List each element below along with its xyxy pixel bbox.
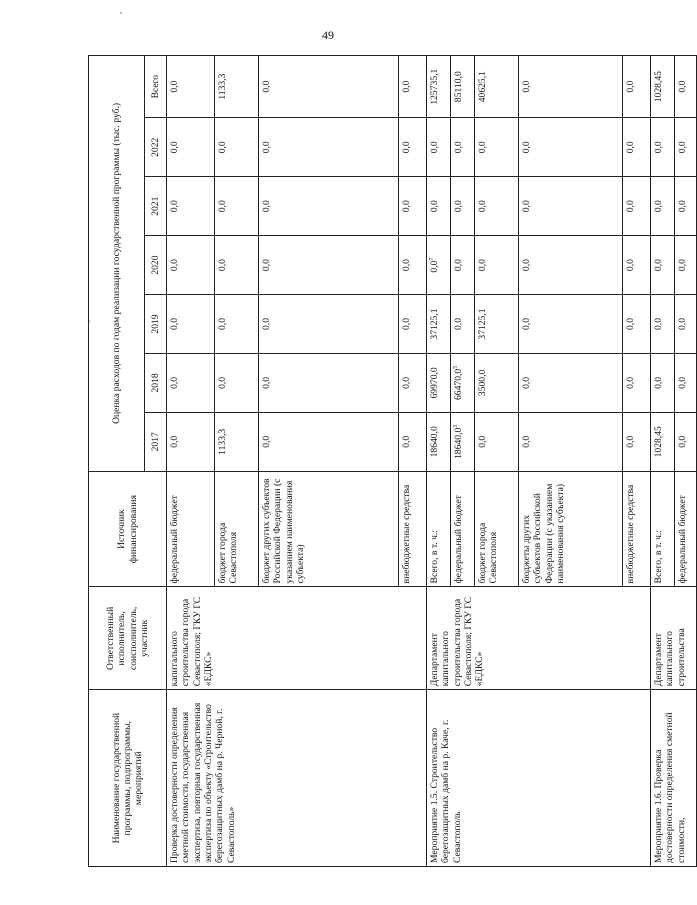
amount-cell <box>651 118 675 177</box>
amount-value: 0,0 <box>625 259 636 272</box>
amount-value: 0,0 <box>453 259 464 272</box>
amount-cell <box>451 295 475 354</box>
activity-name: Мероприятие 1.5. Строительство берегозащитных дамб на р. Каче, г. Севастополь <box>427 690 651 867</box>
amount-cell <box>675 412 697 471</box>
amount-cell <box>451 177 475 236</box>
funding-source: бюджет города Севастополя <box>475 471 519 587</box>
amount-value: 0,0 <box>429 200 440 213</box>
amount-value: 0,0 <box>217 317 228 330</box>
amount-cell <box>167 412 215 471</box>
amount-cell <box>167 236 215 295</box>
amount-cell <box>623 236 651 295</box>
amount-cell <box>427 295 451 354</box>
amount-value: 0,0 <box>261 80 272 93</box>
amount-cell <box>215 353 259 412</box>
amount-cell <box>519 177 623 236</box>
header-year: 2021 <box>145 177 167 236</box>
amount-cell <box>519 412 623 471</box>
amount-value: 0,0 <box>521 259 532 272</box>
amount-cell <box>451 118 475 177</box>
amount-cell <box>519 236 623 295</box>
amount-value: 0,0 <box>261 435 272 448</box>
amount-value: 0,0 <box>401 200 412 213</box>
amount-cell <box>215 236 259 295</box>
amount-value: 0,0 <box>625 317 636 330</box>
amount-value: 0,0 <box>625 376 636 389</box>
amount-value: 0,0 <box>625 80 636 93</box>
amount-value: 1133,3 <box>217 73 228 100</box>
amount-value: 66470,0 <box>453 368 464 400</box>
financing-table <box>88 55 697 867</box>
funding-source: Всего, в т. ч.: <box>427 471 451 587</box>
amount-cell <box>623 412 651 471</box>
amount-cell <box>167 177 215 236</box>
amount-cell <box>259 295 399 354</box>
amount-cell <box>427 236 451 295</box>
amount-value: 40625,1 <box>477 71 488 103</box>
amount-cell <box>623 56 651 118</box>
amount-value: 0,0 <box>677 259 688 272</box>
amount-value: 0,0 <box>401 317 412 330</box>
amount-value: 0,0 <box>521 200 532 213</box>
funding-source: бюджет города Севастополя <box>215 471 259 587</box>
amount-cell <box>475 118 519 177</box>
amount-value: 0,0 <box>653 317 664 330</box>
amount-value: 0,0 <box>169 435 180 448</box>
amount-value: 1133,3 <box>217 428 228 455</box>
rotated-table-wrapper <box>88 55 688 867</box>
amount-value: 0,0 <box>169 317 180 330</box>
amount-cell <box>167 295 215 354</box>
amount-value: 0,0 <box>169 259 180 272</box>
amount-cell <box>651 353 675 412</box>
amount-cell <box>475 236 519 295</box>
amount-value: 0,0 <box>677 80 688 93</box>
amount-cell <box>259 177 399 236</box>
amount-value: 0,0 <box>261 259 272 272</box>
amount-value: 0,0 <box>521 376 532 389</box>
funding-source: федеральный бюджет <box>675 471 697 587</box>
amount-value: 0,0 <box>477 435 488 448</box>
amount-value: 0,0 <box>453 141 464 154</box>
amount-cell <box>623 177 651 236</box>
footnote-marker: 7 <box>428 257 435 261</box>
header-year: 2022 <box>145 118 167 177</box>
amount-value: 37125,1 <box>477 308 488 340</box>
amount-cell <box>167 353 215 412</box>
amount-cell <box>675 353 697 412</box>
amount-cell <box>215 56 259 118</box>
funding-source: федеральный бюджет <box>451 471 475 587</box>
amount-cell <box>519 118 623 177</box>
amount-value: 0,0 <box>169 200 180 213</box>
amount-value: 0,0 <box>261 317 272 330</box>
amount-cell <box>651 412 675 471</box>
amount-cell <box>519 295 623 354</box>
amount-value: 0,0 <box>261 200 272 213</box>
funding-source: федеральный бюджет <box>167 471 215 587</box>
amount-value: 69970,0 <box>429 367 440 399</box>
amount-cell <box>475 177 519 236</box>
amount-value: 0,0 <box>429 141 440 154</box>
amount-value: 0,0 <box>169 141 180 154</box>
funding-source: внебюджетные средства <box>399 471 427 587</box>
header-name: Наименование государственной программы, подпрограммы, мероприятий <box>89 690 167 867</box>
scan-mark <box>120 12 122 14</box>
activity-name: Мероприятие 1.6. Проверка достоверности определения сметной стоимости, <box>651 690 697 867</box>
amount-value: 0,0 <box>653 141 664 154</box>
amount-cell <box>675 118 697 177</box>
amount-cell <box>675 295 697 354</box>
amount-cell <box>475 412 519 471</box>
amount-value: 0,0 <box>401 141 412 154</box>
amount-cell <box>167 56 215 118</box>
amount-cell <box>427 412 451 471</box>
amount-value: 0,0 <box>625 141 636 154</box>
amount-cell <box>651 236 675 295</box>
amount-value: 0,0 <box>677 376 688 389</box>
amount-cell <box>399 236 427 295</box>
amount-cell <box>651 295 675 354</box>
amount-cell <box>399 177 427 236</box>
table-row <box>427 56 451 867</box>
header-year: Всего <box>145 56 167 118</box>
header-source: Источник финансирования <box>89 471 167 587</box>
amount-cell <box>651 177 675 236</box>
header-estimate: Оценка расходов по годам реализации государственной программы (тыс. руб.) <box>89 56 145 472</box>
header-year: 2020 <box>145 236 167 295</box>
amount-value: 0,0 <box>653 376 664 389</box>
amount-value: 1028,45 <box>653 426 664 458</box>
amount-cell <box>451 412 475 471</box>
amount-cell <box>475 295 519 354</box>
footnote-marker: 3 <box>452 424 459 428</box>
amount-value: 0,0 <box>521 435 532 448</box>
amount-cell <box>675 236 697 295</box>
amount-value: 0,0 <box>677 200 688 213</box>
funding-source: Всего, в т. ч.: <box>651 471 675 587</box>
amount-value: 0,0 <box>521 80 532 93</box>
header-year: 2018 <box>145 353 167 412</box>
amount-cell <box>427 353 451 412</box>
responsible-executor: Департамент капитального строительства города Севастополя; ГКУ ГС «ЕДКС» <box>427 587 651 690</box>
amount-value: 0,0 <box>401 376 412 389</box>
header-year: 2019 <box>145 295 167 354</box>
amount-value: 0,0 <box>217 141 228 154</box>
amount-value: 0,0 <box>401 259 412 272</box>
table-row <box>167 56 215 867</box>
header-responsible: Ответственный исполнитель, соисполнитель, участник <box>89 587 167 690</box>
footnote-marker: 5 <box>452 365 459 369</box>
amount-cell <box>259 412 399 471</box>
amount-value: 0,0 <box>477 259 488 272</box>
amount-cell <box>215 118 259 177</box>
amount-cell <box>475 353 519 412</box>
responsible-executor: Департамент капитального строительства <box>651 587 697 690</box>
table-row <box>651 56 675 867</box>
amount-cell <box>451 236 475 295</box>
amount-cell <box>519 56 623 118</box>
funding-source: бюджеты других субъектов Российской Федерации (с указанием наименования субъекта) <box>519 471 623 587</box>
amount-cell <box>399 353 427 412</box>
amount-cell <box>399 56 427 118</box>
amount-cell <box>451 353 475 412</box>
funding-source: внебюджетные средства <box>623 471 651 587</box>
amount-cell <box>399 118 427 177</box>
amount-cell <box>475 56 519 118</box>
amount-value: 1028,45 <box>653 71 664 103</box>
amount-value: 0,0 <box>401 435 412 448</box>
amount-cell <box>399 295 427 354</box>
amount-value: 0,0 <box>521 141 532 154</box>
amount-value: 0,0 <box>453 200 464 213</box>
amount-value: 0,0 <box>653 200 664 213</box>
amount-value: 18640,0 <box>429 426 440 458</box>
amount-cell <box>623 295 651 354</box>
amount-value: 0,0 <box>169 376 180 389</box>
amount-value: 0,0 <box>453 317 464 330</box>
amount-value: 0,0 <box>677 317 688 330</box>
amount-value: 0,0 <box>217 259 228 272</box>
amount-value: 0,0 <box>477 141 488 154</box>
amount-cell <box>675 177 697 236</box>
amount-value: 37125,1 <box>429 308 440 340</box>
amount-value: 0,0 <box>677 435 688 448</box>
amount-cell <box>259 353 399 412</box>
amount-cell <box>215 177 259 236</box>
amount-cell <box>259 236 399 295</box>
page-number: 49 <box>322 28 334 42</box>
amount-value: 0,0 <box>217 376 228 389</box>
amount-value: 0,0 <box>401 80 412 93</box>
amount-value: 0,0 <box>677 141 688 154</box>
amount-value: 0,0 <box>261 376 272 389</box>
amount-value: 0,0 <box>429 260 440 273</box>
amount-value: 0,0 <box>477 200 488 213</box>
amount-value: 0,0 <box>261 141 272 154</box>
amount-cell <box>427 56 451 118</box>
amount-cell <box>427 177 451 236</box>
amount-value: 125735,1 <box>429 68 440 105</box>
amount-cell <box>519 353 623 412</box>
amount-cell <box>167 118 215 177</box>
amount-cell <box>675 56 697 118</box>
amount-value: 18640,0 <box>453 427 464 459</box>
amount-cell <box>399 412 427 471</box>
amount-value: 3500,0 <box>477 369 488 397</box>
amount-cell <box>623 118 651 177</box>
amount-value: 0,0 <box>521 317 532 330</box>
amount-value: 85110,0 <box>453 71 464 103</box>
amount-value: 0,0 <box>217 200 228 213</box>
amount-value: 0,0 <box>169 80 180 93</box>
amount-cell <box>259 56 399 118</box>
amount-cell <box>451 56 475 118</box>
amount-cell <box>215 412 259 471</box>
amount-cell <box>259 118 399 177</box>
funding-source: бюджет других субъектов Российской Федерации (с указанием наименования субъекта) <box>259 471 399 587</box>
header-year: 2017 <box>145 412 167 471</box>
activity-name: Проверка достоверности определения сметной стоимости, государственная экспертиза, повторная государственная экспертиза по объекту «Строительство берегозащитных дамб на р. Черной, г. Севастополь» <box>167 690 427 867</box>
amount-cell <box>427 118 451 177</box>
amount-value: 0,0 <box>625 435 636 448</box>
amount-value: 0,0 <box>625 200 636 213</box>
amount-cell <box>651 56 675 118</box>
responsible-executor: капитального строительства города Севастополя; ГКУ ГС «ЕДКС» <box>167 587 427 690</box>
amount-cell <box>623 353 651 412</box>
amount-value: 0,0 <box>653 259 664 272</box>
amount-cell <box>215 295 259 354</box>
